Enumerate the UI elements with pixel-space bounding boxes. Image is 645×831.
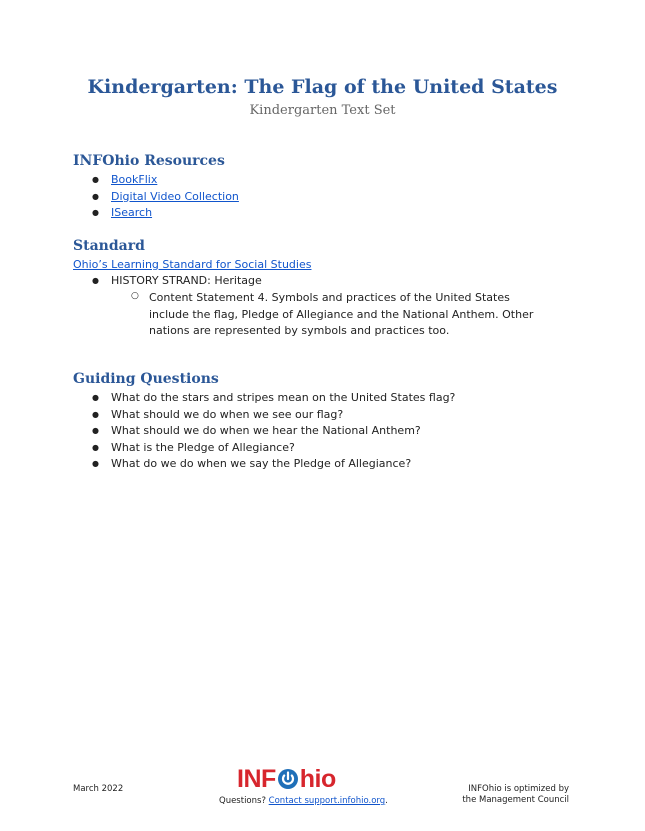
history-strand: HISTORY STRAND: Heritage: [111, 274, 262, 287]
digital-video-collection-link[interactable]: Digital Video Collection: [111, 189, 239, 203]
bookflix-link[interactable]: BookFlix: [111, 173, 158, 186]
question-text: What is the Pledge of Allegiance?: [111, 440, 295, 454]
footer-questions: [219, 796, 388, 806]
questions-suffix: .: [385, 796, 388, 806]
bullet-icon: ●: [92, 442, 99, 452]
optimized-line-1: INFOhio is optimized by: [468, 784, 569, 794]
hollow-bullet-icon: ○: [131, 291, 139, 301]
bullet-icon: ●: [92, 459, 99, 468]
resources-heading: INFOhio Resources: [73, 153, 225, 169]
optimized-line-2: the Management Council: [462, 795, 569, 805]
question-text: What do we do when we say the Pledge of Allegiance?: [111, 457, 412, 470]
standard-heading: Standard: [73, 238, 145, 254]
support-link[interactable]: Contact support.infohio.org: [268, 796, 386, 806]
bullet-icon: ●: [92, 276, 99, 285]
guiding-questions-heading: Guiding Questions: [73, 371, 219, 387]
bullet-icon: ●: [92, 191, 99, 201]
bullet-icon: ●: [92, 409, 99, 419]
bullet-icon: ●: [92, 426, 99, 435]
page-subtitle: Kindergarten Text Set: [249, 103, 396, 118]
bullet-icon: ●: [92, 208, 99, 217]
ohio-standard-link[interactable]: Ohio’s Learning Standard for Social Studies: [73, 258, 312, 271]
page-title: Kindergarten: The Flag of the United States: [87, 76, 558, 98]
isearch-link[interactable]: ISearch: [111, 206, 153, 219]
bullet-icon: ●: [92, 175, 99, 184]
logo-text-right: hio: [299, 765, 336, 793]
question-text: What should we do when we hear the National Anthem?: [111, 424, 421, 437]
footer-optimized: [462, 784, 569, 806]
bullet-icon: ●: [92, 393, 99, 402]
questions-prefix: Questions?: [219, 796, 269, 806]
question-text: What do the stars and stripes mean on the United States flag?: [111, 391, 456, 404]
infohio-logo: [237, 766, 336, 792]
footer-date: March 2022: [73, 784, 124, 794]
content-statement: Content Statement 4. Symbols and practices of the United States include the flag, Pledge of Allegiance and the National Anthem. Other nations are represented by symbols and practices too.: [149, 291, 534, 337]
question-text: What should we do when we see our flag?: [111, 407, 344, 421]
logo-text-left: INF: [237, 765, 276, 793]
power-icon: [277, 768, 299, 790]
